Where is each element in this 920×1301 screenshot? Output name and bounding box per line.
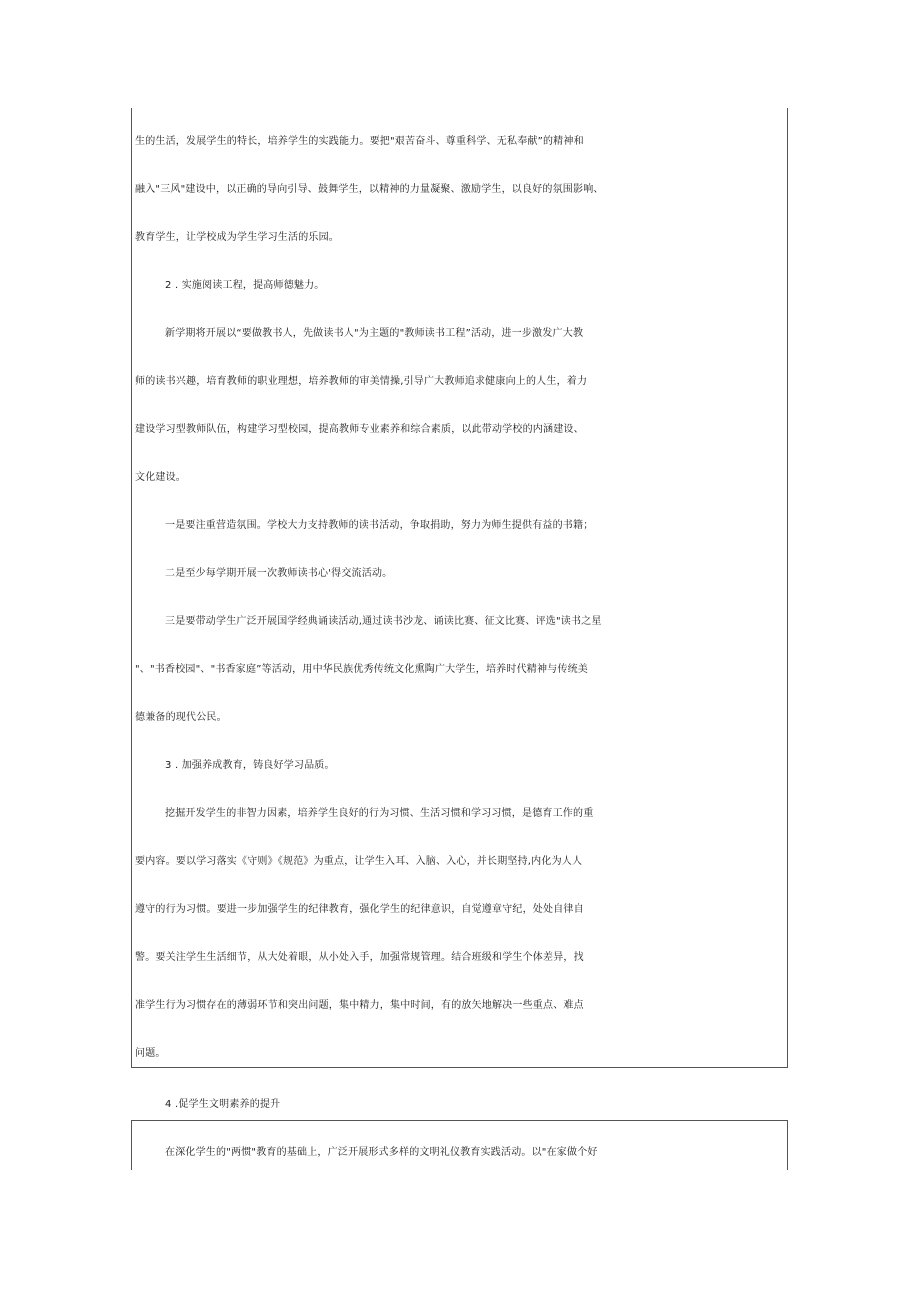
paragraph-line: 文化建设。 xyxy=(135,472,186,483)
paragraph-line: 遵守的行为习惯。要进一步加强学生的纪律教育，强化学生的纪律意识，自觉遵章守纪，处处自律自 xyxy=(135,904,584,915)
paragraph-line: 一是要注重营造氛围。学校大力支持教师的读书活动，争取捐助，努力为师生提供有益的书籍； xyxy=(165,520,594,531)
upper-table-cell xyxy=(131,108,788,1068)
section-heading-3: 3 . 加强养成教育，铸良好学习品质。 xyxy=(165,760,335,771)
paragraph-line: "、"书香校园"、"书香家庭”等活动，用中华民族优秀传统文化熏陶广大学生，培养时代精神与传统美 xyxy=(135,664,588,675)
paragraph-line: 生的生活，发展学生的特长，培养学生的实践能力。要把"艰苦奋斗、尊重科学、无私奉献”的精神和 xyxy=(135,136,584,147)
paragraph-line: 警。要关注学生生活细节，从大处着眼，从小处入手，加强常规管理。结合班级和学生个体差异，找 xyxy=(135,952,584,963)
paragraph-line: 问题。 xyxy=(135,1048,166,1059)
paragraph-line: 新学期将开展以“要做教书人，先做读书人"为主题的"教师读书工程”活动，进一步激发广大教 xyxy=(165,328,584,339)
paragraph-line: 三是要带动学生广泛开展国学经典诵读活动,通过读书沙龙、诵读比赛、征文比赛、评选"读书之星 xyxy=(165,616,602,627)
paragraph-line: 要内容。要以学习落实《守则》《规范》为重点，让学生入耳、入脑、入心，并长期坚持,内化为人人 xyxy=(135,856,583,867)
paragraph-line: 融入"三风"建设中，以正确的导向引导、鼓舞学生，以精神的力量凝聚、激励学生，以良好的氛围影响、 xyxy=(135,184,604,195)
paragraph-line: 二是至少每学期开展一次教师读书心'得交流活动。 xyxy=(165,568,393,579)
section-heading-4: 4 .促学生文明素养的提升 xyxy=(165,1099,281,1110)
paragraph-line: 在深化学生的"两惯"教育的基础上，广泛开展形式多样的文明礼仪教育实践活动。以"在家做个好 xyxy=(165,1147,598,1158)
paragraph-line: 教育学生，让学校成为学生学习生活的乐园。 xyxy=(135,232,339,243)
section-heading-2: 2 . 实施阅读工程，提高师德魅力。 xyxy=(165,280,325,291)
paragraph-line: 挖掘开发学生的非智力因素，培养学生良好的行为习惯、生活习惯和学习习惯，是德育工作的重 xyxy=(165,808,594,819)
paragraph-line: 建设学习型教师队伍，构建学习型校园，提高教师专业素养和综合素质，以此带动学校的内涵建设、 xyxy=(135,424,584,435)
paragraph-line: 师的读书兴趣，培育教师的职业理想，培养教师的审美情操,引导广大教师追求健康向上的人生，着力 xyxy=(135,376,588,387)
paragraph-line: 德兼备的现代公民。 xyxy=(135,712,227,723)
paragraph-line: 准学生行为习惯存在的薄弱环节和突出问题，集中精力，集中时间，有的放矢地解决一些重点、难点 xyxy=(135,1000,584,1011)
